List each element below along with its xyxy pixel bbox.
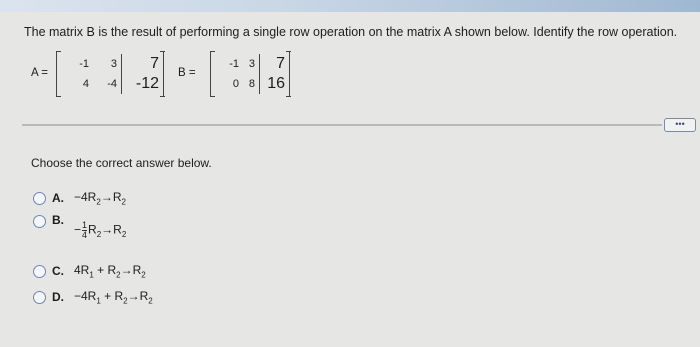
matrix-b-label: B =	[178, 67, 196, 79]
option-letter: B.	[52, 213, 64, 227]
matrix-a-cell: 3	[110, 58, 117, 70]
option-text: $-4R_2\to R_2$	[74, 190, 126, 207]
matrix-b-cell: -1	[229, 58, 239, 70]
question-text: The matrix B is the result of performing a single row operation on the matrix A shown below. Identify the row operation.	[24, 25, 678, 39]
answer-option-b[interactable]	[33, 213, 126, 240]
option-text: $-4R_1 + R_2\to R_2$	[74, 289, 153, 306]
matrix-a-cell: 7	[121, 54, 159, 74]
option-text: $4R_1 + R_2\to R_2$	[74, 263, 146, 280]
radio-button[interactable]	[33, 192, 46, 205]
matrix-b-cell: 7	[259, 54, 285, 74]
matrix-b-cell: 16	[259, 74, 285, 94]
option-letter: D.	[52, 290, 64, 305]
matrix-b-cell: 8	[248, 78, 255, 90]
top-banner	[0, 0, 700, 12]
option-text: − $\frac{1}{4}$ $R_2\to R_2$	[74, 220, 127, 240]
radio-button[interactable]	[33, 215, 46, 228]
radio-button[interactable]	[33, 265, 46, 278]
matrix-a	[56, 52, 164, 96]
answer-option-c[interactable]	[33, 263, 146, 279]
radio-button[interactable]	[33, 291, 46, 304]
matrix-a-cell: -12	[121, 74, 159, 94]
more-options-button[interactable]: •••	[664, 118, 696, 132]
choose-prompt: Choose the correct answer below.	[31, 156, 212, 170]
option-letter: C.	[52, 264, 64, 279]
matrix-b-cell: 0	[232, 78, 239, 90]
matrix-a-cell: 4	[82, 78, 89, 90]
answer-option-a[interactable]	[33, 190, 126, 206]
section-divider	[22, 124, 662, 126]
matrix-b	[210, 52, 290, 96]
matrix-b-cell: 3	[248, 58, 255, 70]
matrix-a-cell: -1	[79, 58, 89, 70]
answer-option-d[interactable]	[33, 289, 153, 305]
matrix-a-label: A =	[31, 67, 48, 79]
matrix-a-cell: -4	[107, 78, 117, 90]
option-letter: A.	[52, 191, 64, 206]
